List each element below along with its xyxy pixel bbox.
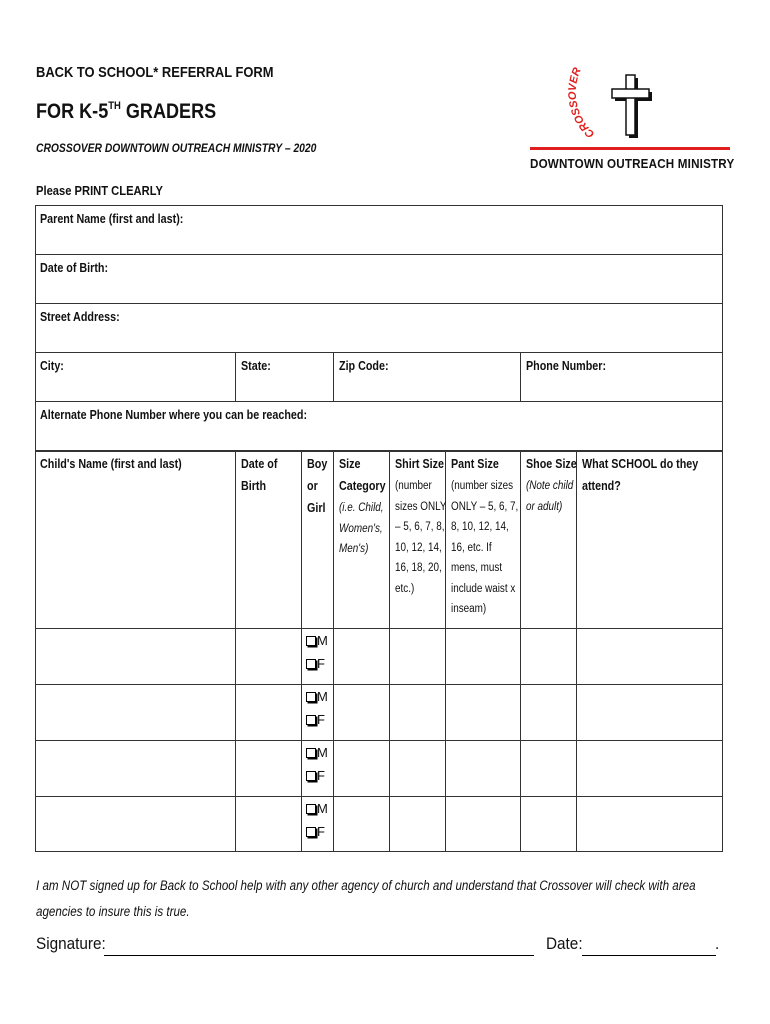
note-line: or adult)	[526, 500, 563, 513]
logo-red-bar	[530, 147, 730, 150]
note-line: Women's,	[339, 522, 383, 535]
grade-title-rest: GRADERS	[120, 100, 217, 123]
alternate-phone-field[interactable]: Alternate Phone Number where you can be reached:	[40, 408, 308, 422]
divider	[520, 451, 521, 852]
checkbox-male[interactable]	[306, 685, 328, 708]
col-dob-line: Date of	[241, 457, 278, 471]
gender-checkboxes	[306, 741, 328, 787]
col-boy-girl-line: Girl	[307, 501, 326, 515]
disclaimer-text: I am NOT signed up for Back to School help with any other agency of church and understand that Crossover will check with area agencies to insure this is true.	[36, 878, 696, 919]
col-dob	[241, 453, 277, 497]
note-line: (i.e. Child,	[339, 502, 384, 514]
checkbox-male[interactable]	[306, 741, 328, 764]
checkbox-label: M	[317, 745, 328, 760]
shoe-size-note	[526, 476, 573, 517]
street-address-field[interactable]: Street Address:	[40, 310, 120, 324]
note-line: sizes ONLY	[395, 500, 447, 513]
date-of-birth-field[interactable]: Date of Birth:	[40, 261, 109, 275]
checkbox-label: M	[317, 801, 328, 816]
city-field[interactable]: City:	[40, 359, 64, 373]
gender-checkboxes	[306, 797, 328, 843]
note-line: 16, etc. If	[451, 541, 492, 554]
col-school-line: attend?	[582, 479, 621, 493]
divider	[520, 352, 521, 401]
note-line: Men's)	[339, 543, 369, 555]
zip-code-field[interactable]: Zip Code:	[339, 359, 389, 373]
divider	[333, 352, 334, 401]
checkbox-male[interactable]	[306, 797, 328, 820]
gender-checkboxes	[306, 629, 328, 675]
divider	[389, 451, 390, 852]
note-line: 10, 12, 14,	[395, 541, 442, 554]
ministry-subtitle: CROSSOVER DOWNTOWN OUTREACH MINISTRY – 2020	[36, 141, 317, 155]
col-size-title: Category	[339, 479, 386, 493]
checkbox-label: F	[317, 656, 325, 671]
date-end-period: .	[715, 934, 720, 953]
checkbox-icon	[306, 748, 316, 758]
checkbox-label: F	[317, 712, 325, 727]
divider	[301, 451, 302, 852]
note-line: ONLY – 5, 6, 7,	[451, 500, 519, 513]
gender-checkboxes	[306, 685, 328, 731]
cross-icon	[612, 75, 652, 138]
checkbox-icon	[306, 771, 316, 781]
checkbox-icon	[306, 804, 316, 814]
note-line: (number sizes	[451, 480, 514, 492]
note-line: 8, 10, 12, 14,	[451, 521, 509, 533]
checkbox-icon	[306, 715, 316, 725]
divider	[35, 740, 723, 741]
divider	[35, 254, 723, 255]
signature-line[interactable]	[104, 955, 534, 956]
col-school-line: What SCHOOL do they	[582, 457, 699, 471]
shirt-size-note	[395, 476, 446, 599]
checkbox-icon	[306, 636, 316, 646]
divider	[35, 401, 723, 402]
divider	[333, 451, 334, 852]
col-shoe-size: Shoe Size	[526, 457, 577, 471]
col-boy-girl	[307, 453, 327, 519]
size-category-note	[339, 498, 384, 560]
form-title: BACK TO SCHOOL* REFERRAL FORM	[36, 64, 274, 81]
note-line: etc.)	[395, 582, 415, 595]
checkbox-icon	[306, 659, 316, 669]
date-line[interactable]	[582, 955, 716, 956]
checkbox-icon	[306, 692, 316, 702]
date-label: Date:	[546, 934, 583, 953]
divider	[35, 303, 723, 304]
note-line: mens, must	[451, 562, 503, 574]
col-dob-line: Birth	[241, 479, 267, 493]
state-field[interactable]: State:	[241, 359, 271, 373]
checkbox-female[interactable]	[306, 708, 328, 731]
grade-title-main: FOR K-5	[36, 100, 109, 123]
pant-size-note	[451, 476, 518, 620]
logo-caption: DOWNTOWN OUTREACH MINISTRY	[530, 157, 735, 171]
col-school	[582, 453, 698, 497]
divider	[576, 451, 577, 852]
divider	[35, 796, 723, 797]
checkbox-icon	[306, 827, 316, 837]
phone-number-field[interactable]: Phone Number:	[526, 359, 607, 373]
checkbox-label: M	[317, 689, 328, 704]
col-child-name: Child's Name (first and last)	[40, 457, 182, 471]
col-boy-girl-line: or	[307, 479, 318, 493]
divider	[235, 352, 236, 401]
divider	[235, 451, 236, 852]
divider	[35, 628, 723, 629]
parent-name-field[interactable]: Parent Name (first and last):	[40, 212, 184, 226]
note-line: include waist x	[451, 582, 516, 595]
note-line: (number	[395, 480, 432, 492]
note-line: inseam)	[451, 603, 487, 615]
checkbox-label: F	[317, 768, 325, 783]
grade-title	[36, 100, 216, 124]
checkbox-label: M	[317, 633, 328, 648]
note-line: (Note child	[526, 480, 574, 492]
checkbox-label: F	[317, 824, 325, 839]
divider	[35, 684, 723, 685]
checkbox-female[interactable]	[306, 764, 328, 787]
grade-title-sup: TH	[108, 100, 121, 112]
signature-label: Signature:	[36, 934, 106, 953]
checkbox-female[interactable]	[306, 652, 328, 675]
col-shirt-size: Shirt Size	[395, 457, 444, 471]
col-size-category	[339, 453, 386, 497]
logo-arc-text: CROSSOVER	[566, 66, 598, 141]
note-line: 16, 18, 20,	[395, 562, 442, 574]
col-pant-size: Pant Size	[451, 457, 499, 471]
col-size-title: Size	[339, 457, 361, 471]
checkbox-male[interactable]	[306, 629, 328, 652]
checkbox-female[interactable]	[306, 820, 328, 843]
note-line: – 5, 6, 7, 8,	[395, 521, 445, 533]
print-clearly-note: Please PRINT CLEARLY	[36, 183, 163, 198]
divider	[35, 352, 723, 353]
col-boy-girl-line: Boy	[307, 457, 328, 471]
